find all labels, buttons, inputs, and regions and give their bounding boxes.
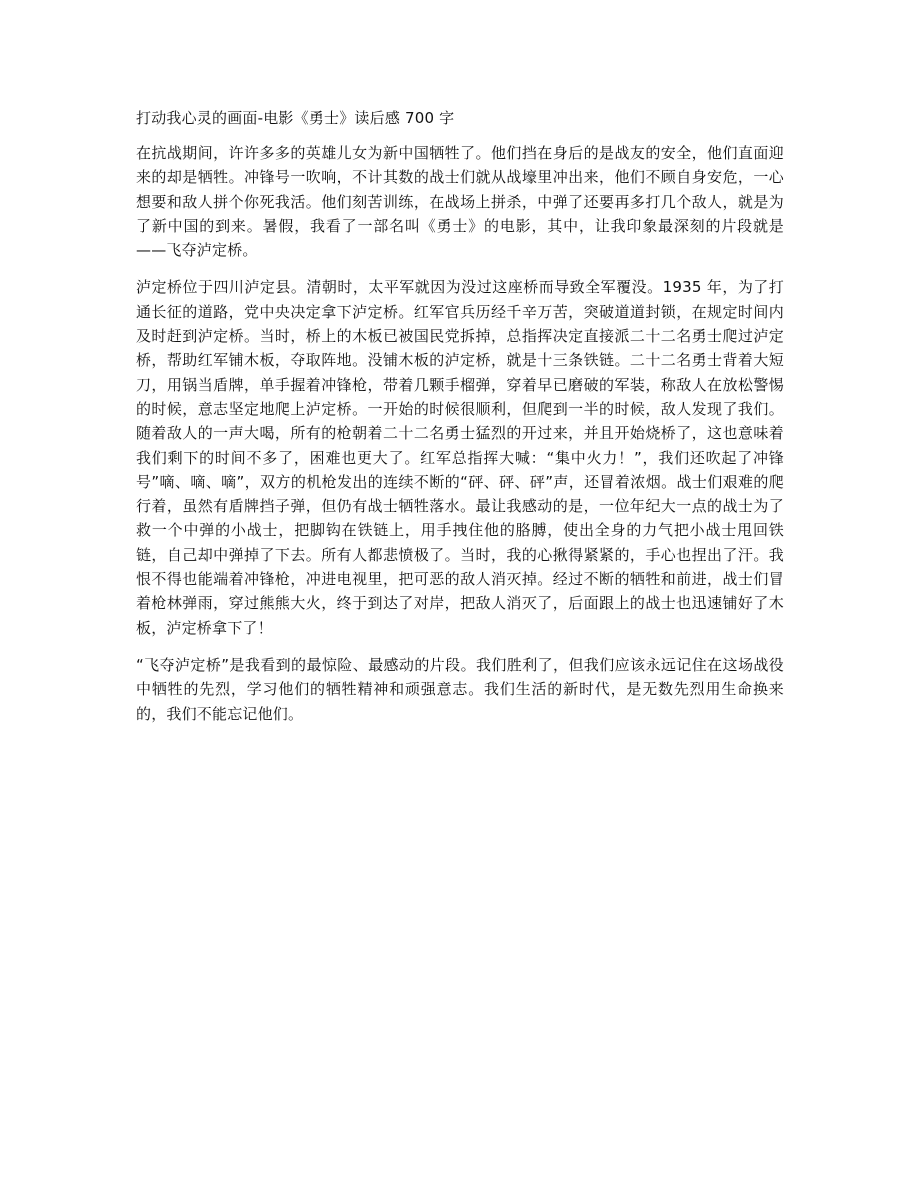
paragraph-story: 泸定桥位于四川泸定县。清朝时，太平军就因为没过这座桥而导致全军覆没。1935 年，为了打通长征的道路，党中央决定拿下泸定桥。红军官兵历经千辛万苦，突破道道封锁，在规定时间内及时赶到泸定桥。当时，桥上的木板已被国民党拆掉，总指挥决定直接派二十二名勇士爬过泸定桥，帮助红军铺木板，夺取阵地。没铺木板的泸定桥，就是十三条铁链。二十二名勇士背着大短刀，用锅当盾牌，单手握着冲锋枪，带着几颗手榴弹，穿着早已磨破的军装，称敌人在放松警惕的时候，意志坚定地爬上泸定桥。一开始的时候很顺利，但爬到一半的时候，敌人发现了我们。随着敌人的一声大喝，所有的枪朝着二十二名勇士猛烈的开过来，并且开始烧桥了，这也意味着我们剩下的时间不多了，困难也更大了。红军总指挥大喊：“集中火力！”，我们还吹起了冲锋号”嘀、嘀、嘀”，双方的机枪发出的连续不断的“砰、砰、砰”声，还冒着浓烟。战士们艰难的爬行着，虽然有盾牌挡子弹，但仍有战士牺牲落水。最让我感动的是，一位年纪大一点的战士为了救一个中弹的小战士，把脚钩在铁链上，用手拽住他的胳膊，使出全身的力气把小战士甩回铁链，自己却中弹掉了下去。所有人都悲愤极了。当时，我的心揪得紧紧的，手心也捏出了汗。我恨不得也能端着冲锋枪，冲进电视里，把可恶的敌人消灭掉。经过不断的牺牲和前进，战士们冒着枪林弹雨，穿过熊熊大火，终于到达了对岸，把敌人消灭了，后面跟上的战士也迅速铺好了木板，泸定桥拿下了！ (136, 278, 784, 637)
paragraph-intro: 在抗战期间，许许多多的英雄儿女为新中国牺牲了。他们挡在身后的是战友的安全，他们直面迎来的却是牺牲。冲锋号一吹响，不计其数的战士们就从战壕里冲出来，他们不顾自身安危，一心想要和敌人拼个你死我活。他们刻苦训练，在战场上拼杀，中弹了还要再多打几个敌人，就是为了新中国的到来。暑假，我看了一部名叫《勇士》的电影，其中，让我印象最深刻的片段就是——飞夺泸定桥。 (136, 144, 784, 260)
paragraph-conclusion: “飞夺泸定桥”是我看到的最惊险、最感动的片段。我们胜利了，但我们应该永远记住在这场战役中牺牲的先烈，学习他们的牺牲精神和顽强意志。我们生活的新时代，是无数先烈用生命换来的，我们不能忘记他们。 (136, 655, 784, 723)
document-title: 打动我心灵的画面-电影《勇士》读后感 700 字 (136, 109, 455, 127)
document-page (136, 104, 784, 739)
